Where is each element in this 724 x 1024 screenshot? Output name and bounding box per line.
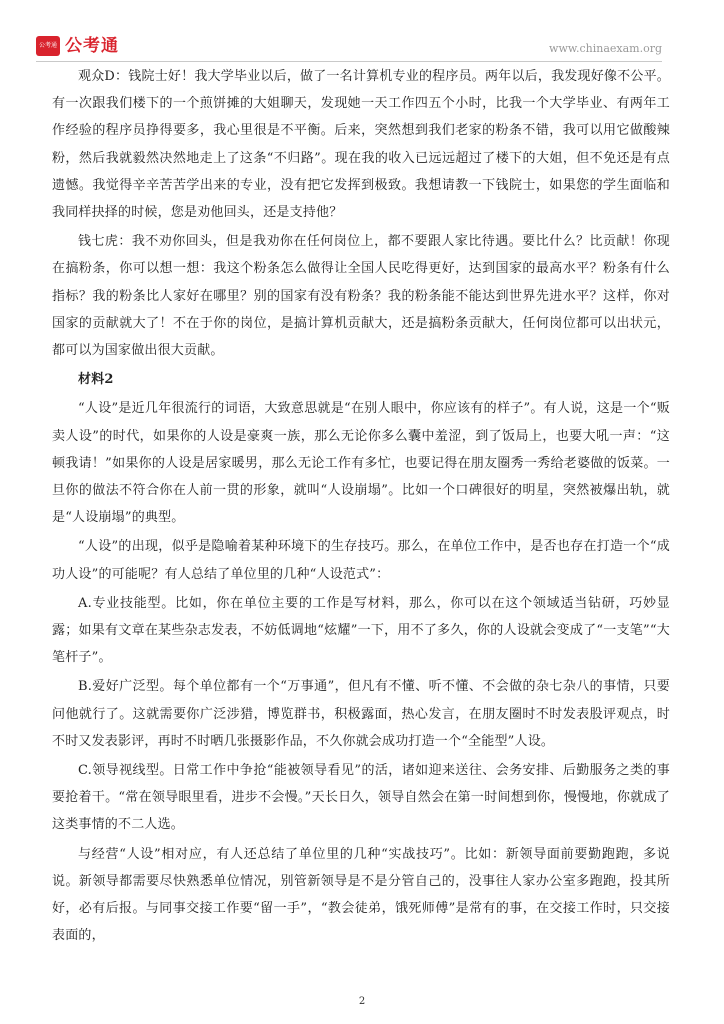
paragraph: “人设”的出现，似乎是隐喻着某种环境下的生存技巧。那么，在单位工作中，是否也存在打造一个“成功人设”的可能呢？有人总结了单位里的几种“人设范式”： [52,539,670,582]
site-url: www.chinaexam.org [549,42,662,55]
header-divider [36,61,662,62]
section-heading: 材料2 [78,372,114,388]
paragraph: 钱七虎：我不劝你回头，但是我劝你在任何岗位上，都不要跟人家比待遇。要比什么？比贡献！你现在搞粉条，你可以想一想：我这个粉条怎么做得让全国人民吃得更好，达到国家的最高水平？粉条有什么指标？我的粉条比人家好在哪里？别的国家有没有粉条？我的粉条能不能达到世界先进水平？这样，你对国家的贡献就大了！不在于你的岗位，是搞计算机贡献大，还是搞粉条贡献大，任何岗位都可以出状元，都可以为国家做出很大贡献。 [52,234,670,359]
paragraph: 与经营“人设”相对应，有人还总结了单位里的几种“实战技巧”。比如：新领导面前要勤跑跑，多说说。新领导都需要尽快熟悉单位情况，别管新领导是不是分管自己的，没事往人家办公室多跑跑，投其所好，必有后报。与同事交接工作要“留一手”，“教会徒弟，饿死师傅”是常有的事，在交接工作时，只交接表面的， [52,846,670,944]
document-body [52,63,670,952]
list-item: B.爱好广泛型。每个单位都有一个“万事通”，但凡有不懂、听不懂、不会做的杂七杂八的事情，只要问他就行了。这就需要你广泛涉猎，博览群书，积极露面，热心发言，在朋友圈时不时发表股评观点，时不时又发表影评，再时不时晒几张摄影作品，不久你就会成功打造一个“全能型”人设。 [52,679,670,749]
logo-text: 公考通 [65,36,119,56]
page-number: 2 [358,996,366,1007]
list-item: C.领导视线型。日常工作中争抢“能被领导看见”的活，诸如迎来送往、会务安排、后勤服务之类的事要抢着干。“常在领导眼里看，进步不会慢。”天长日久，领导自然会在第一时间想到你，慢慢地，你就成了这类事情的不二人选。 [52,763,670,833]
list-item: A.专业技能型。比如，你在单位主要的工作是写材料，那么，你可以在这个领域适当钻研，巧妙显露；如果有文章在某些杂志发表，不妨低调地“炫耀”一下，用不了多久，你的人设就会变成了“一支笔”“大笔杆子”。 [52,595,670,666]
logo-badge: 公考通 [36,36,60,56]
paragraph: 观众D：钱院士好！我大学毕业以后，做了一名计算机专业的程序员。两年以后，我发现好像不公平。有一次跟我们楼下的一个煎饼摊的大姐聊天，发现她一天工作四五个小时，比我一个大学毕业、有两年工作经验的程序员挣得要多，我心里很是不平衡。后来，突然想到我们老家的粉条不错，我可以用它做酸辣粉，然后我就毅然决然地走上了这条“不归路”。现在我的收入已远远超过了楼下的大姐，但不免还是有点遗憾。我觉得辛辛苦苦学出来的专业，没有把它发挥到极致。我想请教一下钱院士，如果您的学生面临和我同样抉择的时候，您是劝他回头，还是支持他？ [52,69,670,221]
paragraph: “人设”是近几年很流行的词语，大致意思就是“在别人眼中，你应该有的样子”。有人说，这是一个“贩卖人设”的时代，如果你的人设是豪爽一族，那么无论你多么囊中羞涩，到了饭局上，也要大吼一声：“这顿我请！”如果你的人设是居家暖男，那么无论工作有多忙，也要记得在朋友圈秀一秀给老婆做的饭菜。一旦你的做法不符合你在人前一贯的形象，就叫“人设崩塌”。比如一个口碑很好的明星，突然被爆出轨，就是“人设崩塌”的典型。 [52,401,670,526]
page-header [36,36,662,58]
